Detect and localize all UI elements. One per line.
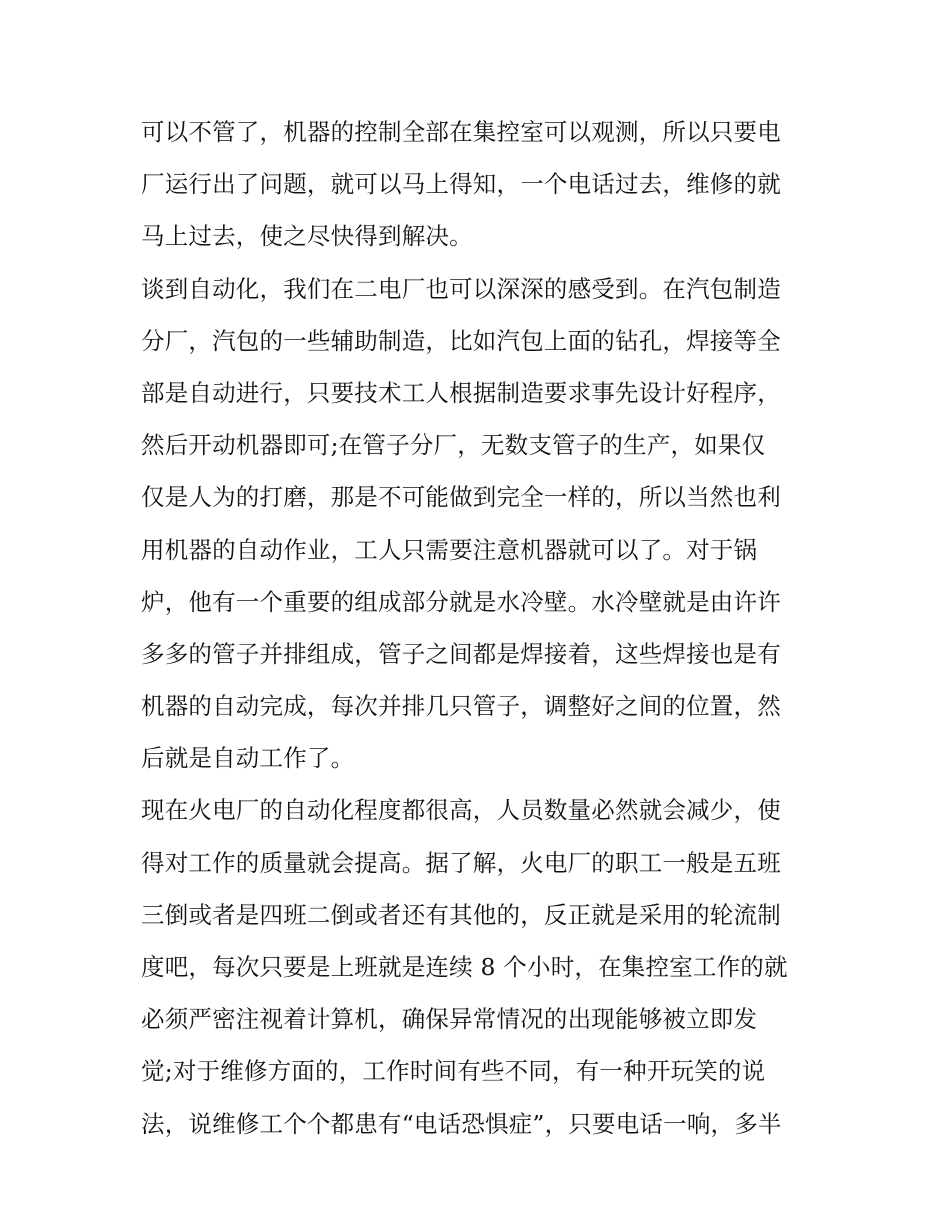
text-line: 然后开动机器即可;在管子分厂，无数支管子的生产，如果仅 bbox=[141, 431, 766, 460]
text-line: 觉;对于维修方面的，工作时间有些不同，有一种开玩笑的说 bbox=[141, 1057, 766, 1086]
text-line: 分厂，汽包的一些辅助制造，比如汽包上面的钻孔，焊接等全 bbox=[141, 326, 781, 355]
text-line: 部是自动进行，只要技术工人根据制造要求事先设计好程序， bbox=[141, 378, 781, 407]
text-line: 现在火电厂的自动化程度都很高，人员数量必然就会减少，使 bbox=[141, 796, 781, 825]
text-line: 多多的管子并排组成，管子之间都是焊接着，这些焊接也是有 bbox=[141, 639, 781, 668]
text-line: 必须严密注视着计算机，确保异常情况的出现能够被立即发 bbox=[141, 1005, 758, 1034]
text-line: 仅是人为的打磨，那是不可能做到完全一样的，所以当然也利 bbox=[141, 483, 781, 512]
text-line: 厂运行出了问题，就可以马上得知，一个电话过去，维修的就 bbox=[141, 170, 781, 199]
text-line: 可以不管了，机器的控制全部在集控室可以观测，所以只要电 bbox=[141, 118, 781, 146]
body-text bbox=[141, 106, 821, 1150]
text-line: 得对工作的质量就会提高。据了解，火电厂的职工一般是五班 bbox=[141, 848, 781, 877]
text-line: 用机器的自动作业，工人只需要注意机器就可以了。对于锅 bbox=[141, 535, 758, 564]
text-line: 谈到自动化，我们在二电厂也可以深深的感受到。在汽包制造 bbox=[141, 274, 781, 303]
text-line: 法，说维修工个个都患有“电话恐惧症”，只要电话一响，多半 bbox=[141, 1109, 782, 1138]
text-line: 机器的自动完成，每次并排几只管子，调整好之间的位置，然 bbox=[141, 692, 781, 721]
text-line: 后就是自动工作了。 bbox=[141, 744, 355, 773]
text-line: 马上过去，使之尽快得到解决。 bbox=[141, 222, 473, 251]
text-line: 度吧，每次只要是上班就是连续 8 个小时，在集控室工作的就 bbox=[141, 953, 788, 981]
text-line: 三倒或者是四班二倒或者还有其他的，反正就是采用的轮流制 bbox=[141, 900, 781, 929]
text-line: 炉，他有一个重要的组成部分就是水冷壁。水冷壁就是由许许 bbox=[141, 587, 781, 616]
